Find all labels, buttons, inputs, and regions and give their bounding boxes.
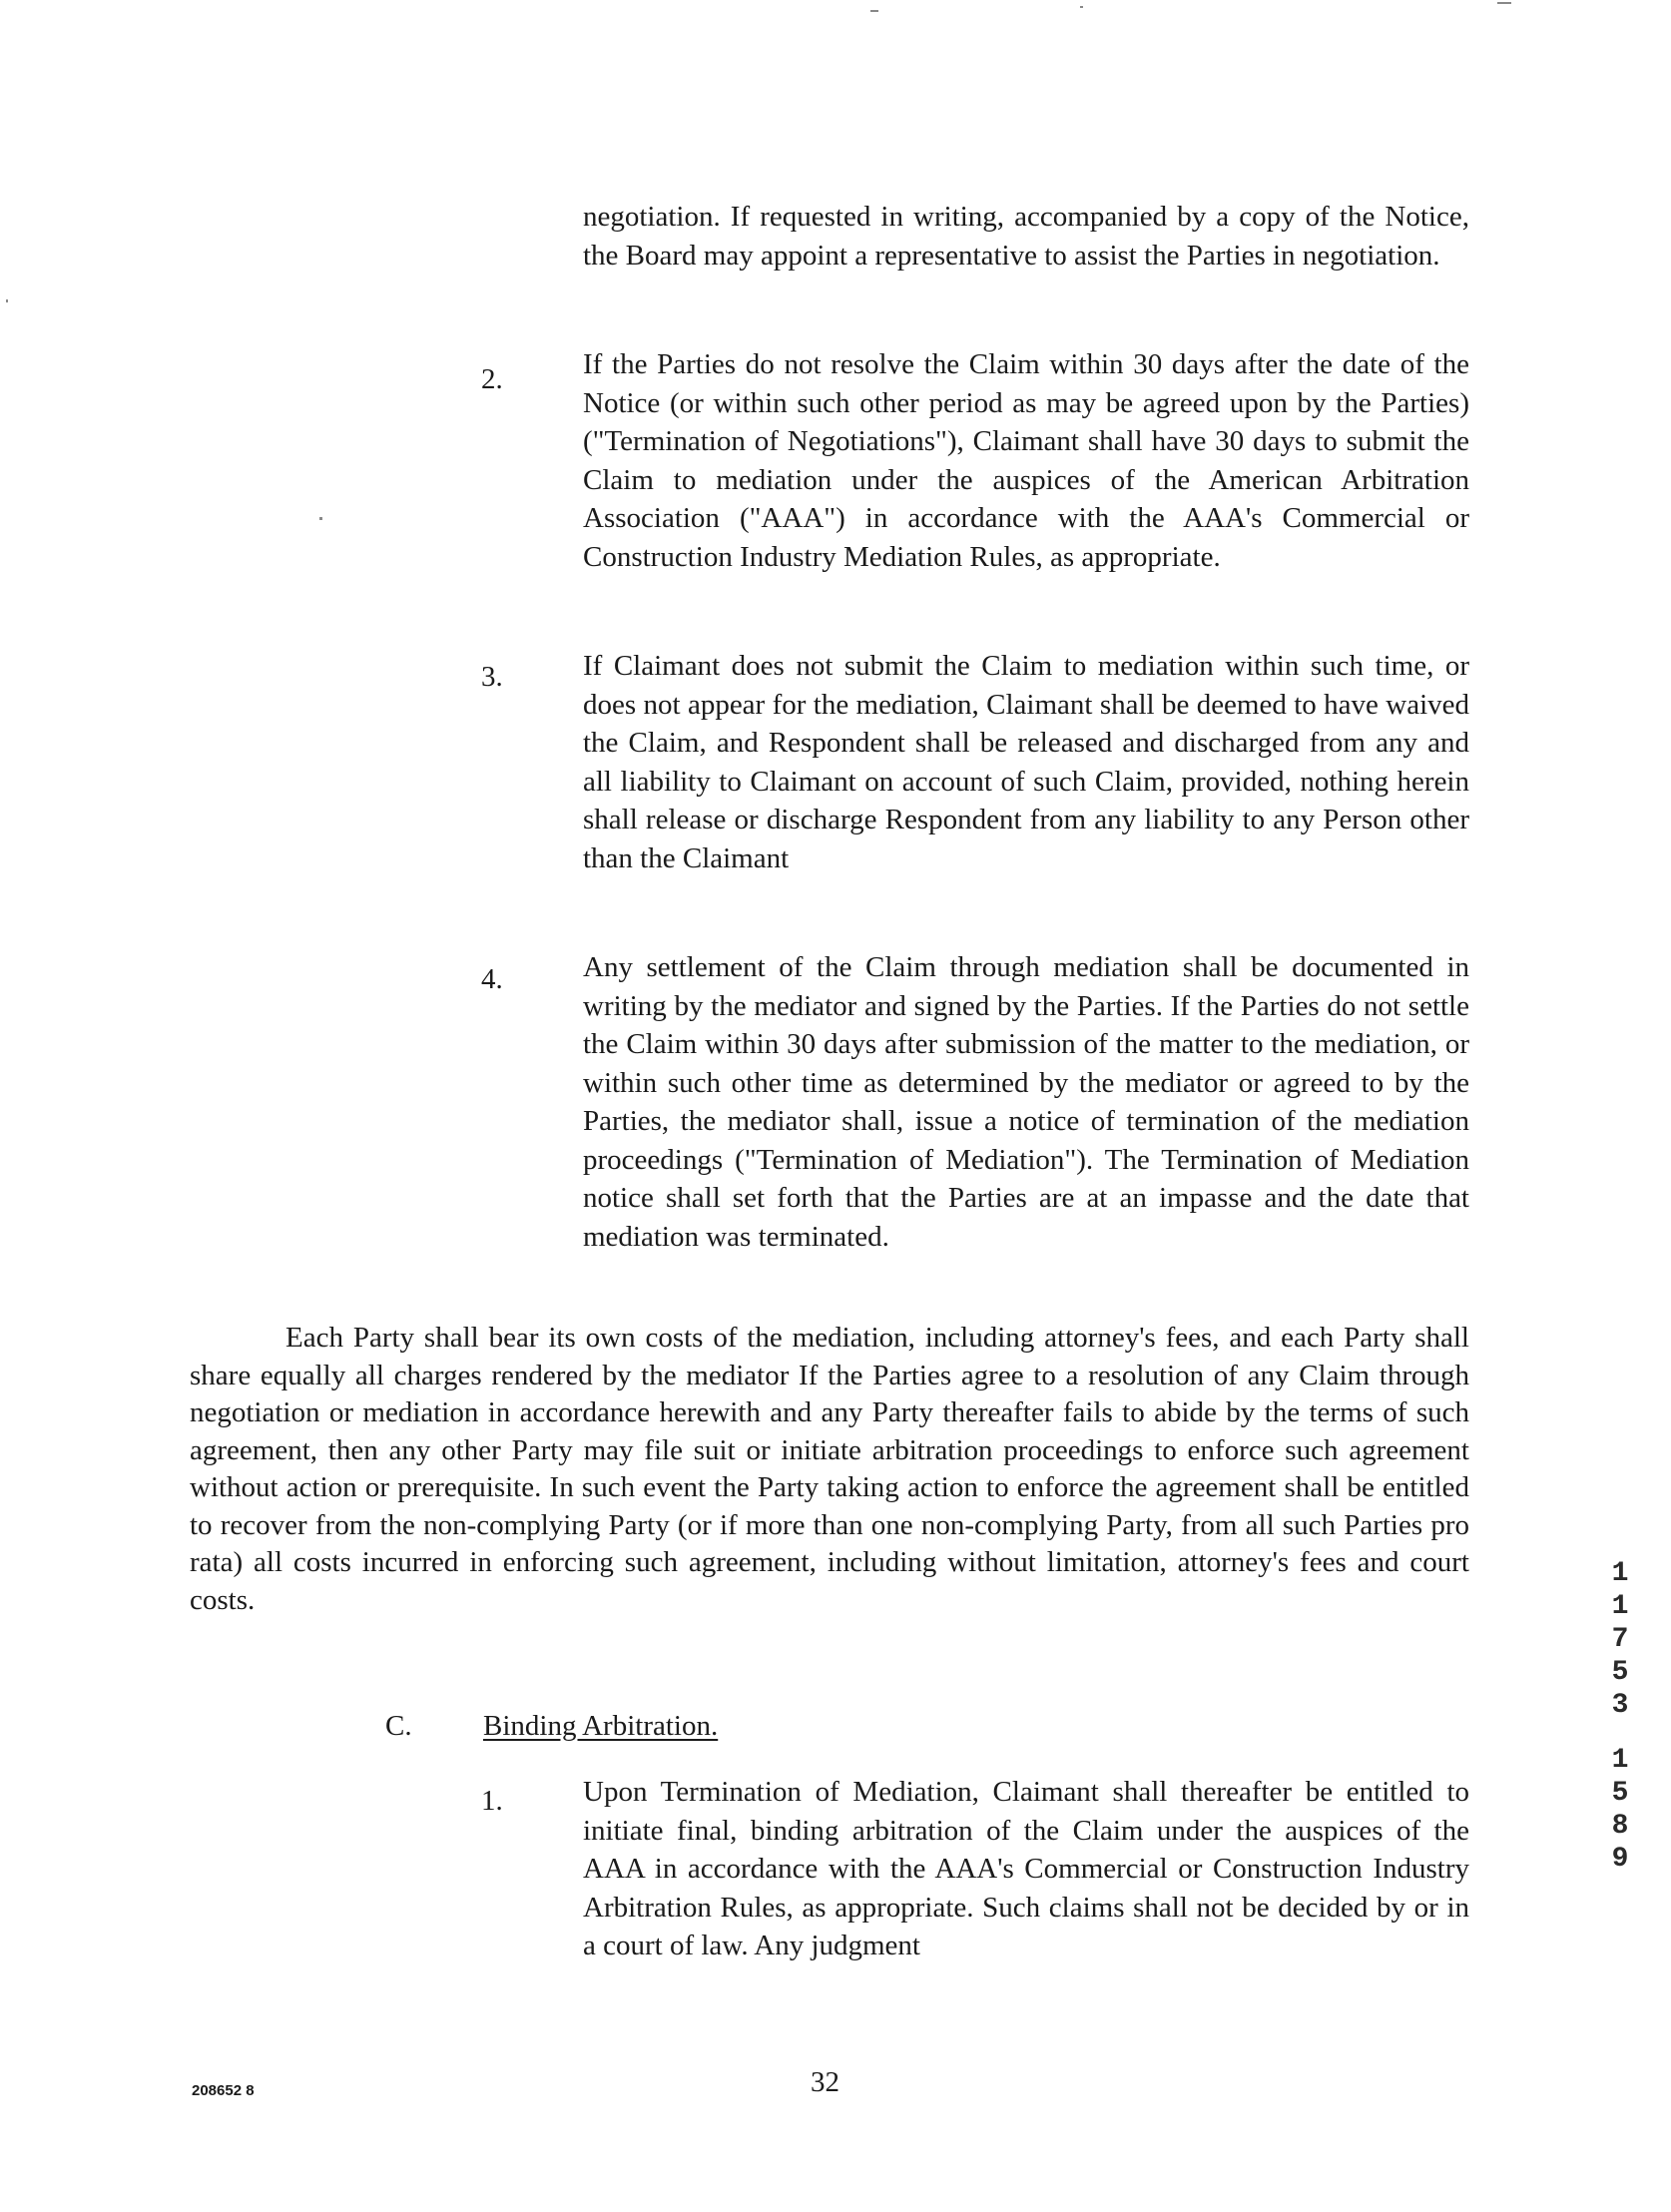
stamp-digit: 1 [1611,1591,1629,1622]
stamp-gap [1605,1722,1635,1744]
stamp-digit: 5 [1611,1657,1629,1688]
page-number: 32 [811,2066,839,2098]
document-code: 208652 8 [192,2082,255,2099]
stamp-digit: 7 [1611,1624,1629,1655]
section-letter: C. [385,1710,412,1742]
list-item-text: If the Parties do not resolve the Claim within 30 days after the date of the Notice (or within such other period as may be agreed upon by the Parties) ("Termination of Negotiations"), Claimant shall have 30 days to submit the Claim to mediation under the auspices of the American Arbitration Association ("AAA") in accordance with the AAA's Commercial or Construction Industry Mediation Rules, as appropriate. [583,348,1469,573]
stamp-digit: 1 [1611,1745,1629,1776]
body-paragraph: Each Party shall bear its own costs of the mediation, including attorney's fees, and each Party shall share equally all charges rendered by the mediator If the Parties agree to a resolution of any Claim through negotiation or mediation in accordance herewith and any Party thereafter fails to abide by the terms of such agreement, then any other Party may file suit or initiate arbitration proceedings to enforce such agreement without action or prerequisite. In such event the Party taking action to enforce the agreement shall be entitled to recover from the non-complying Party (or if more than one non-complying Party, from all such Parties pro rata) all costs incurred in enforcing such agreement, including without limitation, attorney's fees and court costs. [190,1322,1469,1616]
list-item-text: Any settlement of the Claim through mediation shall be documented in writing by the mediator and signed by the Parties. If the Parties do not settle the Claim within 30 days after submission of the matter to the mediation, or within such other time as determined by the mediator or agreed to by the Parties, the mediator shall, issue a notice of termination of the mediation proceedings ("Termination of Mediation"). The Termination of Mediation notice shall set forth that the Parties are at an impasse and the date that mediation was terminated. [583,951,1469,1253]
scan-speck [870,10,878,12]
scan-speck [1497,2,1511,4]
stamp-digit: 9 [1611,1844,1629,1875]
list-item-text: If Claimant does not submit the Claim to mediation within such time, or does not appear for the mediation, Claimant shall be deemed to have waived the Claim, and Respondent shall be released and discharged from any and all liability to Claimant on account of such Claim, provided, nothing herein shall release or discharge Respondent from any liability to any Person other than the Claimant [583,650,1469,874]
list-item-number: 4. [481,963,503,995]
stamp-digit: 8 [1611,1811,1629,1842]
recording-stamp [1605,1557,1635,1876]
continuation-paragraph: negotiation. If requested in writing, accompanied by a copy of the Notice, the Board may appoint a representative to assist the Parties in negotiation. [583,201,1469,272]
scan-speck [1080,6,1083,8]
section-title: Binding Arbitration. [483,1710,719,1742]
stamp-digit: 5 [1611,1778,1629,1809]
stamp-digit: 1 [1611,1558,1629,1589]
list-item-number: 1. [481,1785,503,1817]
list-item-number: 3. [481,661,503,693]
scan-speck [6,299,8,302]
list-item-number: 2. [481,363,503,395]
stamp-digit: 3 [1611,1690,1629,1721]
scan-speck [319,517,322,520]
list-item-text: Upon Termination of Mediation, Claimant shall thereafter be entitled to initiate final, binding arbitration of the Claim under the auspices of the AAA in accordance with the AAA's Commercial or Construction Industry Arbitration Rules, as appropriate. Such claims shall not be decided by or in a court of law. Any judgment [583,1776,1469,1961]
